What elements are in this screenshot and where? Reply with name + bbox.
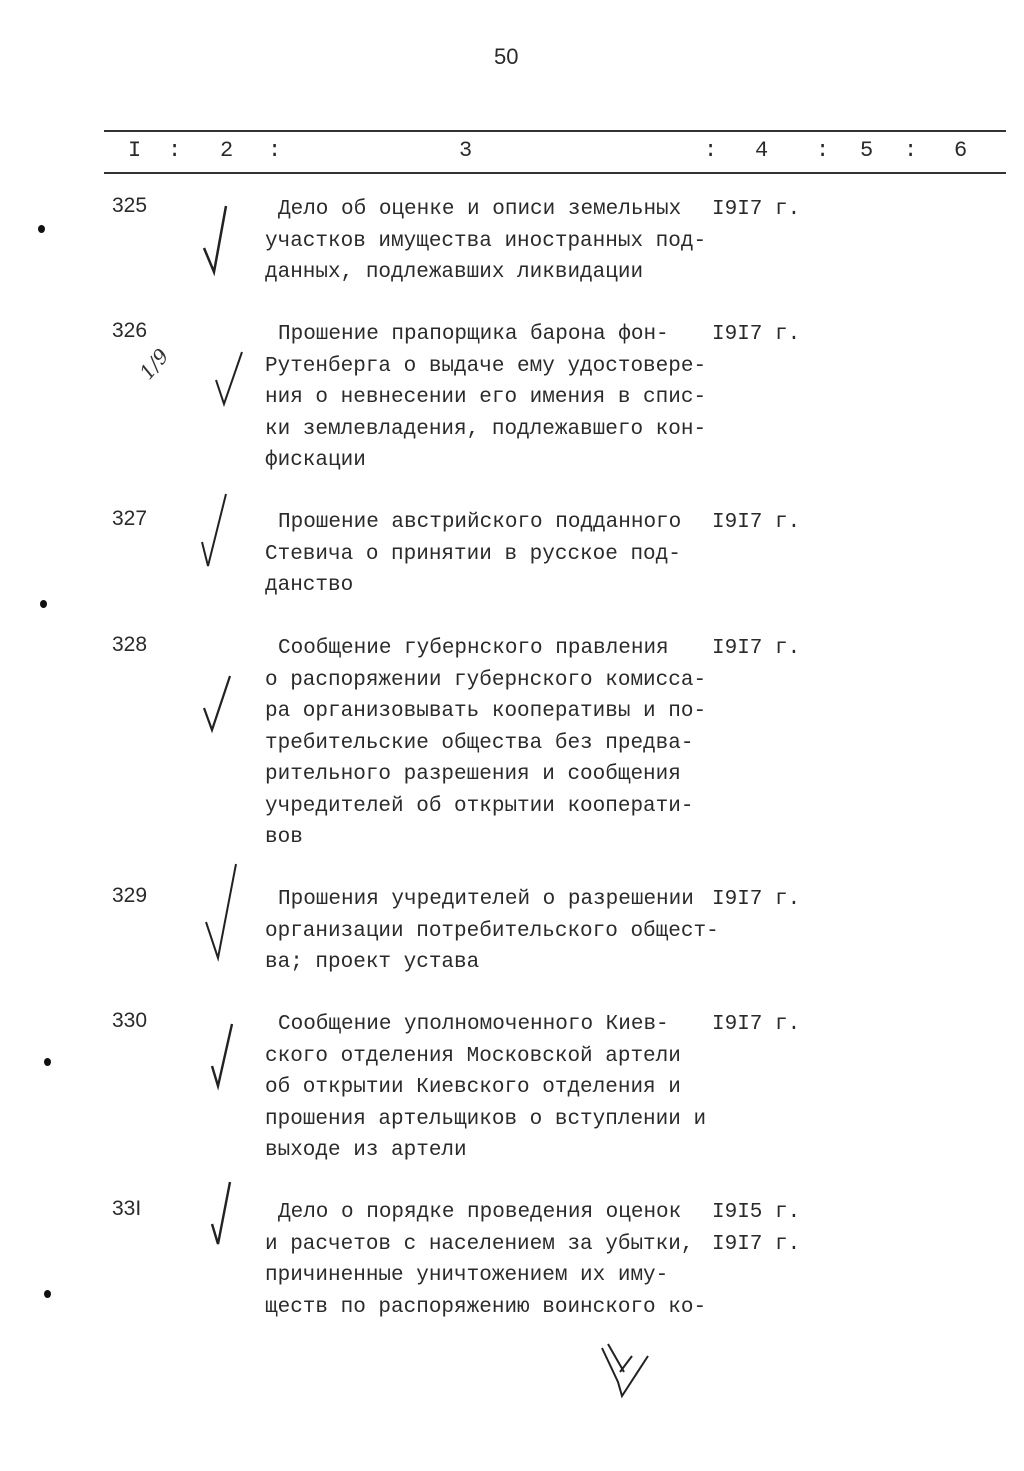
- entry-description: [265, 633, 706, 854]
- entry-description: [265, 507, 681, 602]
- description-line: ра организовывать кооперативы и по-: [265, 700, 707, 723]
- description-line: Дело о порядке проведения оценок: [278, 1201, 682, 1224]
- column-separator: :: [816, 138, 830, 163]
- column-3-label: 3: [459, 138, 473, 163]
- checkmark-icon: [204, 1180, 244, 1250]
- entry-year: I9I5 г.: [712, 1201, 801, 1224]
- entry-number: 329: [112, 884, 148, 907]
- entry-dates: [712, 319, 800, 351]
- punch-hole-mark: [38, 225, 45, 233]
- entry-year: I9I7 г.: [712, 1013, 801, 1036]
- description-line: прошения артельщиков о вступлении и: [265, 1107, 707, 1131]
- description-line: рительного разрешения и сообщения: [265, 763, 681, 786]
- checkmark-icon: [212, 350, 252, 410]
- column-5-label: 5: [860, 138, 874, 163]
- column-separator: :: [704, 138, 718, 163]
- entry-number: 327: [112, 507, 148, 530]
- column-6-label: 6: [954, 138, 968, 163]
- description-line: Сообщение губернского правления: [278, 637, 669, 660]
- entry-dates: [712, 884, 800, 916]
- description-line: Прошение прапорщика барона фон-: [278, 323, 669, 346]
- description-line: учредителей об открытии кооперати-: [265, 794, 694, 818]
- description-line: и расчетов с населением за убытки,: [265, 1232, 694, 1256]
- punch-hole-mark: [44, 1058, 51, 1066]
- checkmark-icon: [198, 674, 238, 734]
- header-rule-bottom: [104, 172, 1006, 174]
- description-line: Сообщение уполномоченного Киев-: [278, 1013, 669, 1036]
- description-line: Прошение австрийского подданного: [278, 511, 682, 534]
- handwritten-initials-icon: [596, 1342, 656, 1402]
- punch-hole-mark: [40, 600, 47, 608]
- description-line: вов: [265, 826, 303, 849]
- description-line: фискации: [265, 449, 366, 472]
- description-line: организации потребительского общест-: [265, 919, 719, 943]
- entry-number: 326: [112, 319, 148, 342]
- description-line: об открытии Киевского отделения и: [265, 1076, 681, 1099]
- punch-hole-mark: [44, 1290, 51, 1298]
- entry-description: [265, 884, 719, 979]
- entry-description: [265, 1009, 706, 1167]
- description-line: ния о невнесении его имения в спис-: [265, 386, 707, 409]
- entry-year: I9I7 г.: [712, 1232, 801, 1256]
- entry-dates: [712, 1197, 800, 1260]
- entry-number: 325: [112, 194, 148, 217]
- page-number: 50: [494, 44, 519, 69]
- checkmark-icon: [204, 1022, 244, 1092]
- description-line: требительские общества без предва-: [265, 731, 694, 755]
- column-separator: :: [268, 138, 282, 163]
- entry-year: I9I7 г.: [712, 511, 801, 534]
- description-line: ва; проект устава: [265, 951, 480, 974]
- description-line: о распоряжении губернского комисса-: [265, 668, 707, 692]
- entry-year: I9I7 г.: [712, 637, 801, 660]
- entry-dates: [712, 507, 800, 539]
- entry-description: [265, 319, 706, 477]
- checkmark-icon: [196, 492, 236, 572]
- column-2-label: 2: [220, 138, 234, 163]
- entry-dates: [712, 194, 800, 226]
- description-line: ского отделения Московской артели: [265, 1044, 681, 1068]
- entry-year: I9I7 г.: [712, 323, 801, 346]
- description-line: данство: [265, 574, 354, 597]
- entry-dates: [712, 633, 800, 665]
- checkmark-icon: [200, 862, 250, 962]
- entry-number: 330: [112, 1009, 148, 1032]
- entry-description: [265, 1197, 706, 1323]
- description-line: данных, подлежавших ликвидации: [265, 261, 644, 284]
- header-rule-top: [104, 130, 1006, 132]
- checkmark-icon: [196, 200, 246, 280]
- entry-dates: [712, 1009, 800, 1041]
- description-line: ществ по распоряжению воинского ко-: [265, 1295, 707, 1319]
- entry-number: 328: [112, 633, 148, 656]
- description-line: Прошения учредителей о разрешении: [278, 888, 694, 911]
- description-line: Стевича о принятии в русское под-: [265, 542, 681, 566]
- description-line: Дело об оценке и описи земельных: [278, 198, 682, 221]
- entry-number: 33I: [112, 1197, 142, 1220]
- description-line: причиненные уничтожением их иму-: [265, 1264, 669, 1287]
- description-line: Рутенберга о выдаче ему удостовере-: [265, 354, 707, 378]
- column-separator: :: [904, 138, 918, 163]
- entry-description: [265, 194, 706, 289]
- description-line: ки землевладения, подлежавшего кон-: [265, 417, 707, 441]
- entry-year: I9I7 г.: [712, 198, 801, 221]
- description-line: участков имущества иностранных под-: [265, 229, 707, 253]
- column-4-label: 4: [755, 138, 769, 163]
- entry-year: I9I7 г.: [712, 888, 801, 911]
- description-line: выходе из артели: [265, 1139, 467, 1162]
- column-1-label: I: [128, 138, 142, 163]
- column-separator: :: [168, 138, 182, 163]
- handwritten-sheet-note: 1/9: [134, 343, 174, 385]
